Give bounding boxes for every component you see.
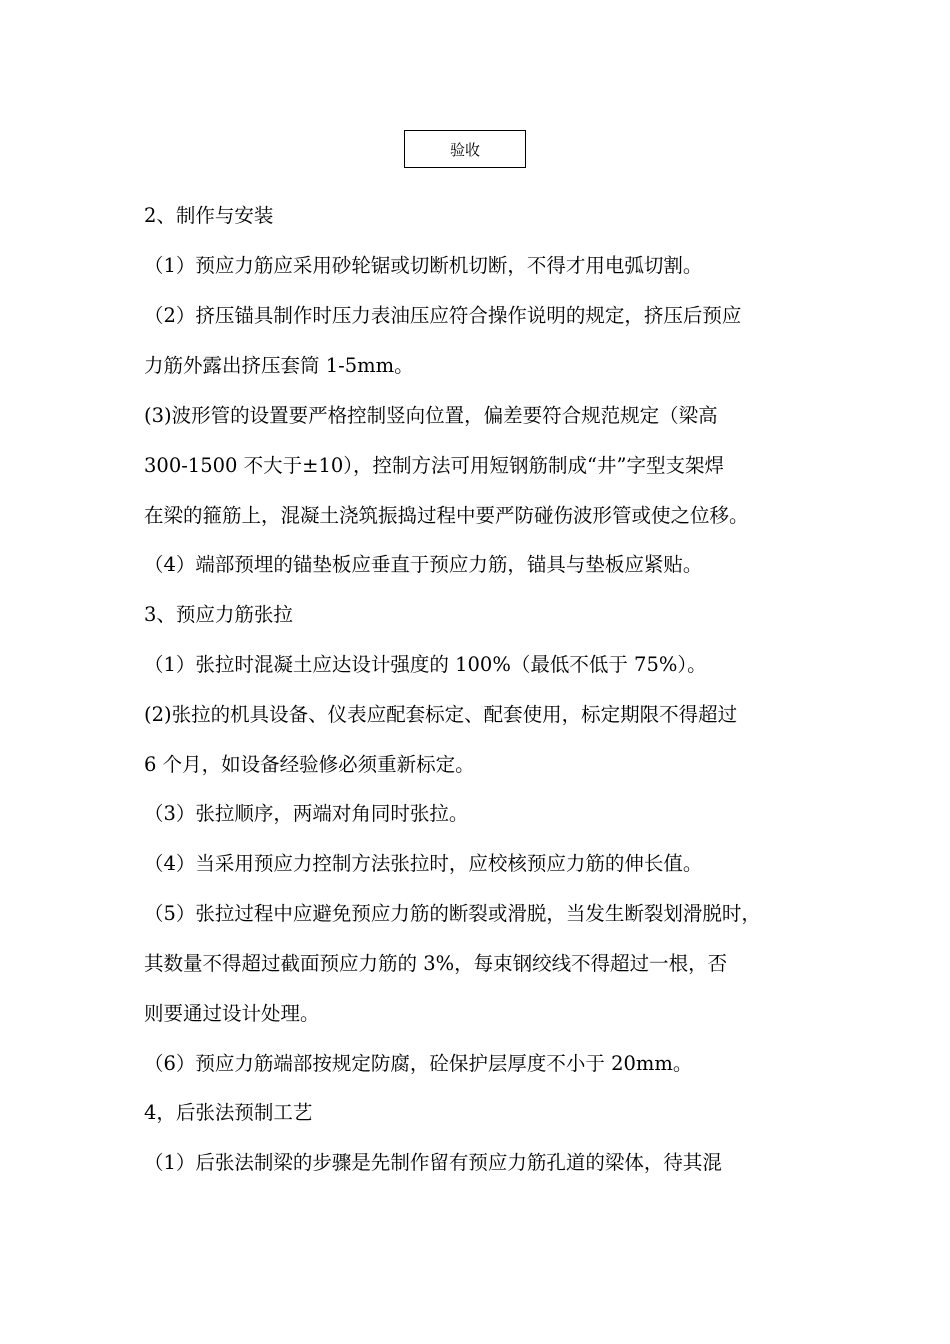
acceptance-box (404, 130, 526, 168)
paragraph-line: （1）预应力筋应采用砂轮锯或切断机切断，不得才用电弧切割。 (144, 254, 703, 277)
paragraph-line: (2)张拉的机具设备、仪表应配套标定、配套使用，标定期限不得超过 (144, 703, 738, 726)
paragraph-line: （2）挤压锚具制作时压力表油压应符合操作说明的规定，挤压后预应 (144, 304, 742, 327)
paragraph-line: 其数量不得超过截面预应力筋的 3%，每束钢绞线不得超过一根，否 (144, 952, 728, 975)
paragraph-line: （1）后张法制梁的步骤是先制作留有预应力筋孔道的梁体，待其混 (144, 1151, 722, 1174)
paragraph-line: （4）端部预埋的锚垫板应垂直于预应力筋，锚具与垫板应紧贴。 (144, 553, 703, 576)
paragraph-line: （5）张拉过程中应避免预应力筋的断裂或滑脱，当发生断裂划滑脱时， (144, 902, 761, 925)
paragraph-line: 300-1500 不大于±10），控制方法可用短钢筋制成“井”字型支架焊 (144, 454, 724, 477)
paragraph-line: （4）当采用预应力控制方法张拉时，应校核预应力筋的伸长值。 (144, 852, 703, 875)
section-heading: 2、制作与安装 (144, 204, 274, 227)
section-heading: 3、预应力筋张拉 (144, 603, 293, 626)
paragraph-line: （1）张拉时混凝土应达设计强度的 100%（最低不低于 75%）。 (144, 653, 707, 676)
paragraph-line: 则要通过设计处理。 (144, 1002, 320, 1025)
acceptance-box-label: 验收 (449, 140, 480, 159)
paragraph-line: 力筋外露出挤压套筒 1-5mm。 (144, 354, 414, 377)
section-heading: 4，后张法预制工艺 (144, 1101, 313, 1124)
paragraph-line: （3）张拉顺序，两端对角同时张拉。 (144, 802, 469, 825)
paragraph-line: （6）预应力筋端部按规定防腐，砼保护层厚度不小于 20mm。 (144, 1052, 693, 1075)
paragraph-line: 6 个月，如设备经验修必须重新标定。 (144, 753, 475, 776)
paragraph-line: 在梁的箍筋上，混凝土浇筑振捣过程中要严防碰伤波形管或使之位移。 (144, 504, 749, 527)
paragraph-line: (3)波形管的设置要严格控制竖向位置，偏差要符合规范规定（梁高 (144, 404, 718, 427)
